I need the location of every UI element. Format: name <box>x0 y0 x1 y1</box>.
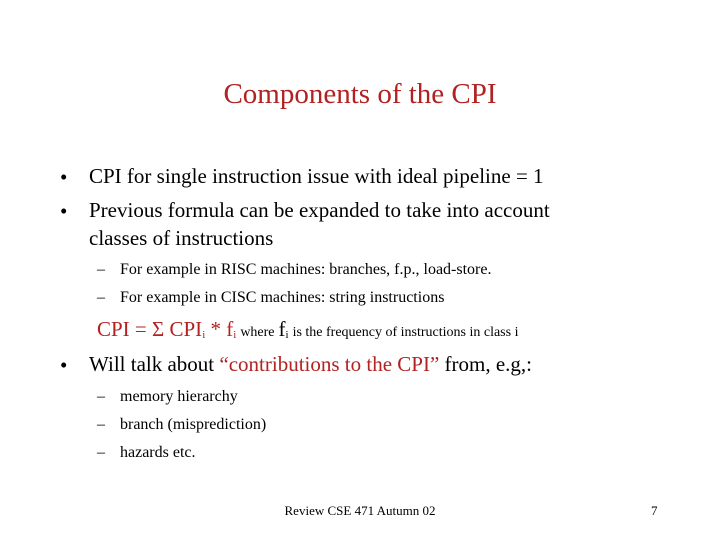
sub-bullet-marker: – <box>97 289 105 306</box>
formula-where: where <box>240 325 275 340</box>
page-number: 7 <box>651 503 658 518</box>
bullet-expanded-formula-line1: Previous formula can be expanded to take into account <box>89 198 550 222</box>
sub-bullet-memory: memory hierarchy <box>120 388 238 405</box>
sub-bullet-marker: – <box>97 416 105 433</box>
bullet-marker: • <box>60 165 68 189</box>
bullet-ideal-pipeline: CPI for single instruction issue with ideal pipeline = 1 <box>89 164 544 188</box>
sub-bullet-branch: branch (misprediction) <box>120 416 267 433</box>
slide-title: Components of the CPI <box>223 78 497 110</box>
sub-bullet-cisc: For example in CISC machines: string instructions <box>120 289 445 306</box>
sub-bullet-marker: – <box>97 444 105 461</box>
sub-bullet-hazards: hazards etc. <box>120 444 196 461</box>
cpi-formula <box>97 317 518 342</box>
sub-bullet-risc: For example in RISC machines: branches, f.p., load-store. <box>120 261 492 278</box>
bullet-marker: • <box>60 199 68 223</box>
formula-description: is the frequency of instructions in class i <box>292 325 519 340</box>
sub-bullet-marker: – <box>97 388 105 405</box>
bullet-expanded-formula-line2: classes of instructions <box>89 226 274 250</box>
bullet-contributions: Will talk about “contributions to the CPI” from, e.g,: <box>89 352 533 376</box>
formula-fi: $f_i$ <box>278 317 289 341</box>
bullet-marker: • <box>60 353 68 377</box>
formula-lhs: CPI = Σ $CPI_i * f_i$ <box>97 317 237 341</box>
footer: Review CSE 471 Autumn 02 <box>284 503 436 518</box>
sub-bullet-marker: – <box>97 261 105 278</box>
contributions-highlight: “contributions to the CPI” <box>219 352 440 376</box>
